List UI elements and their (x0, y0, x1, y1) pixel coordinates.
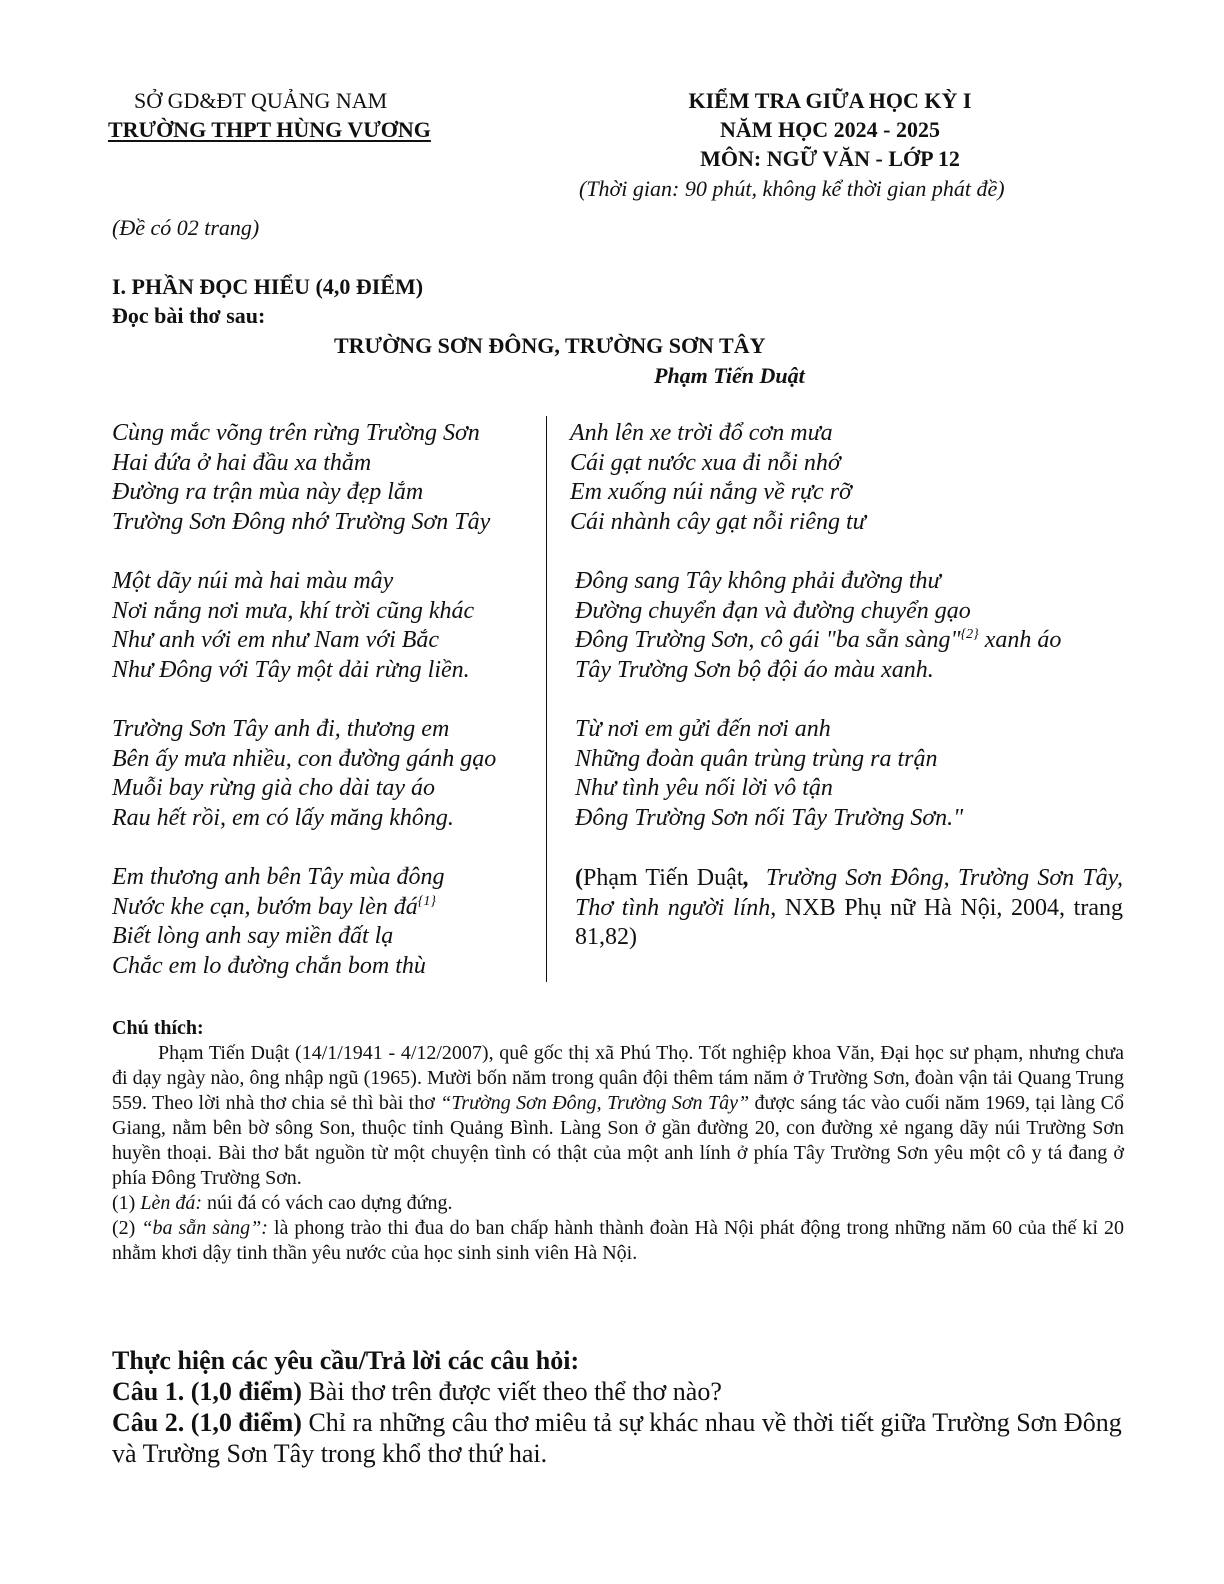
footnote-text: núi đá có vách cao dựng đứng. (202, 1192, 453, 1214)
footnote-1 (112, 1191, 1124, 1216)
poem-stanza (575, 715, 963, 833)
poem-line: Cùng mắc võng trên rừng Trường Sơn (112, 420, 480, 446)
footnote-term: Lèn đá: (140, 1192, 202, 1214)
footnote-term: “ba sẵn sàng”: (141, 1217, 268, 1239)
subject-line: MÔN: NGỮ VĂN - LỚP 12 (700, 146, 960, 171)
poem-stanza (112, 419, 490, 537)
notes-heading: Chú thích: (112, 1017, 204, 1039)
poem-stanza (112, 567, 474, 685)
footnote-2 (112, 1216, 1124, 1266)
school-year: NĂM HỌC 2024 - 2025 (720, 117, 940, 142)
footnote-text: là phong trào thi đua do ban chấp hành thành đoàn Hà Nội phát động trong những năm 60 của thế kỉ 20 nhằm khơi dậy tinh thần yêu nước của học sinh sinh viên Hà Nội. (112, 1217, 1124, 1264)
footnote-marker-2: {2} (960, 627, 979, 642)
exam-title: KIỂM TRA GIỮA HỌC KỲ I (688, 88, 972, 113)
footnote-marker-1: {1} (417, 893, 436, 909)
poem-line: Từ nơi em gửi đến nơi anh (575, 716, 831, 742)
poem-line: Như anh với em như Nam với Bắc (112, 627, 440, 653)
poem-stanza (570, 419, 866, 537)
department-name: SỞ GD&ĐT QUẢNG NAM (134, 88, 388, 113)
poem-line: Em xuống núi nắng về rực rỡ (570, 479, 852, 505)
source-publisher: , NXB Phụ nữ Hà Nội, 2004, trang 81,82) (575, 894, 1123, 950)
poem-line: Một dãy núi mà hai màu mây (112, 568, 394, 594)
poem-line (112, 893, 445, 923)
section-title: I. PHẦN ĐỌC HIỂU (4,0 ĐIỂM) (112, 274, 424, 299)
poem-line: Nơi nắng nơi mưa, khí trời cũng khác (112, 597, 475, 624)
footnote-number: (1) (112, 1192, 141, 1214)
poem-stanza (112, 863, 445, 981)
poem-stanza (575, 567, 1061, 685)
poem-source (575, 864, 1123, 953)
poem-line: Đường ra trận mùa này đẹp lắm (112, 479, 424, 505)
poem-line: Đường chuyển đạn và đường chuyển gạo (575, 597, 971, 624)
poem-line: Anh lên xe trời đổ cơn mưa (570, 420, 833, 446)
source-comma: , (743, 865, 750, 891)
poem-line: Như Đông với Tây một dải rừng liền. (112, 656, 470, 683)
question-2 (112, 1407, 1124, 1469)
poem-line: Như tình yêu nối lời vô tận (575, 775, 833, 801)
question-label: Câu 2. (1,0 điểm) (112, 1408, 302, 1437)
questions-heading: Thực hiện các yêu cầu/Trả lời các câu hỏi: (112, 1346, 580, 1375)
bio-text: Phạm Tiến Duật (14/1/1941 - 4/12/2007), quê gốc thị xã Phú Thọ. Tốt nghiệp khoa Văn, Đại học sư phạm, nhưng chưa đi dạy ngày nào, ông nhập ngũ (1965). Mười bốn năm trong quân đội thêm tám năm ở Trường Sơn, đoàn vận tải Quang Trung 559. Theo lời nhà thơ chia sẻ thì bài thơ (112, 1042, 1124, 1114)
poem-line: Muỗi bay rừng già cho dài tay áo (112, 775, 436, 801)
poem-line: Em thương anh bên Tây mùa đông (112, 864, 445, 890)
source-author: Phạm Tiến Duật (583, 865, 744, 891)
poem-line: Chắc em lo đường chắn bom thù (112, 952, 426, 979)
poem-column-divider (546, 416, 547, 982)
question-text: Bài thơ trên được viết theo thể thơ nào? (301, 1377, 722, 1406)
poem-line: Trường Sơn Đông nhớ Trường Sơn Tây (112, 508, 491, 535)
poem-line-text: Nước khe cạn, bướm bay lèn đá (112, 893, 418, 920)
question-1 (112, 1376, 1124, 1407)
poem-title: TRƯỜNG SƠN ĐÔNG, TRƯỜNG SƠN TÂY (334, 333, 766, 358)
poem-line: Đông Trường Sơn nối Tây Trường Sơn." (575, 804, 964, 831)
poem-author: Phạm Tiến Duật (654, 363, 805, 388)
poem-line: Tây Trường Sơn bộ đội áo màu xanh. (575, 656, 934, 683)
bio-text: được sáng tác vào cuối năm 1969, tại làng Cổ Giang, nằm bên bờ sông Son, thuộc tỉnh Quảng Bình. Làng Son ở gần đường 20, con đường xẻ ngang dãy núi Trường Sơn huyền thoại. Bài thơ bắt nguồn từ một chuyện tình có thật của một anh lính ở phía Tây Trường Sơn yêu một cô y tá đang ở phía Đông Trường Sơn. (112, 1092, 1124, 1189)
poem-line-tail: xanh áo (978, 627, 1062, 653)
poem-line: Cái nhành cây gạt nỗi riêng tư (570, 508, 866, 535)
page-count: (Đề có 02 trang) (112, 215, 260, 240)
poem-line: Trường Sơn Tây anh đi, thương em (112, 716, 450, 742)
poem-line-text: Đông Trường Sơn, cô gái "ba sẵn sàng" (575, 627, 961, 653)
bio-poem-title: “Trường Sơn Đông, Trường Sơn Tây” (440, 1092, 750, 1114)
source-titles: Trường Sơn Đông, Trường Sơn Tây, Thơ tình người lính (575, 865, 1123, 921)
poem-line: Hai đứa ở hai đầu xa thẳm (112, 449, 372, 476)
author-biography (112, 1041, 1124, 1191)
footnote-number: (2) (112, 1217, 142, 1239)
poem-line: Bên ấy mưa nhiều, con đường gánh gạo (112, 745, 497, 772)
notes-section (112, 1016, 1124, 1266)
source-open-paren: ( (575, 865, 583, 891)
poem-stanza (112, 715, 496, 833)
question-text: Chỉ ra những câu thơ miêu tả sự khác nhau về thời tiết giữa Trường Sơn Đông và Trường Sơn Tây trong khổ thơ thứ hai. (112, 1408, 1122, 1468)
reading-instruction: Đọc bài thơ sau: (112, 303, 266, 328)
school-name: TRƯỜNG THPT HÙNG VƯƠNG (108, 117, 431, 142)
poem-line: Biết lòng anh say miền đất lạ (112, 923, 394, 949)
poem-line: Những đoàn quân trùng trùng ra trận (575, 745, 938, 772)
poem-line: Rau hết rồi, em có lấy măng không. (112, 804, 454, 831)
exam-duration: (Thời gian: 90 phút, không kể thời gian phát đề) (579, 176, 1005, 201)
poem-line: Đông sang Tây không phải đường thư (575, 568, 941, 594)
poem-line (575, 626, 1061, 656)
question-label: Câu 1. (1,0 điểm) (112, 1377, 302, 1406)
poem-line: Cái gạt nước xua đi nỗi nhớ (570, 449, 841, 476)
questions-section (112, 1345, 1124, 1469)
